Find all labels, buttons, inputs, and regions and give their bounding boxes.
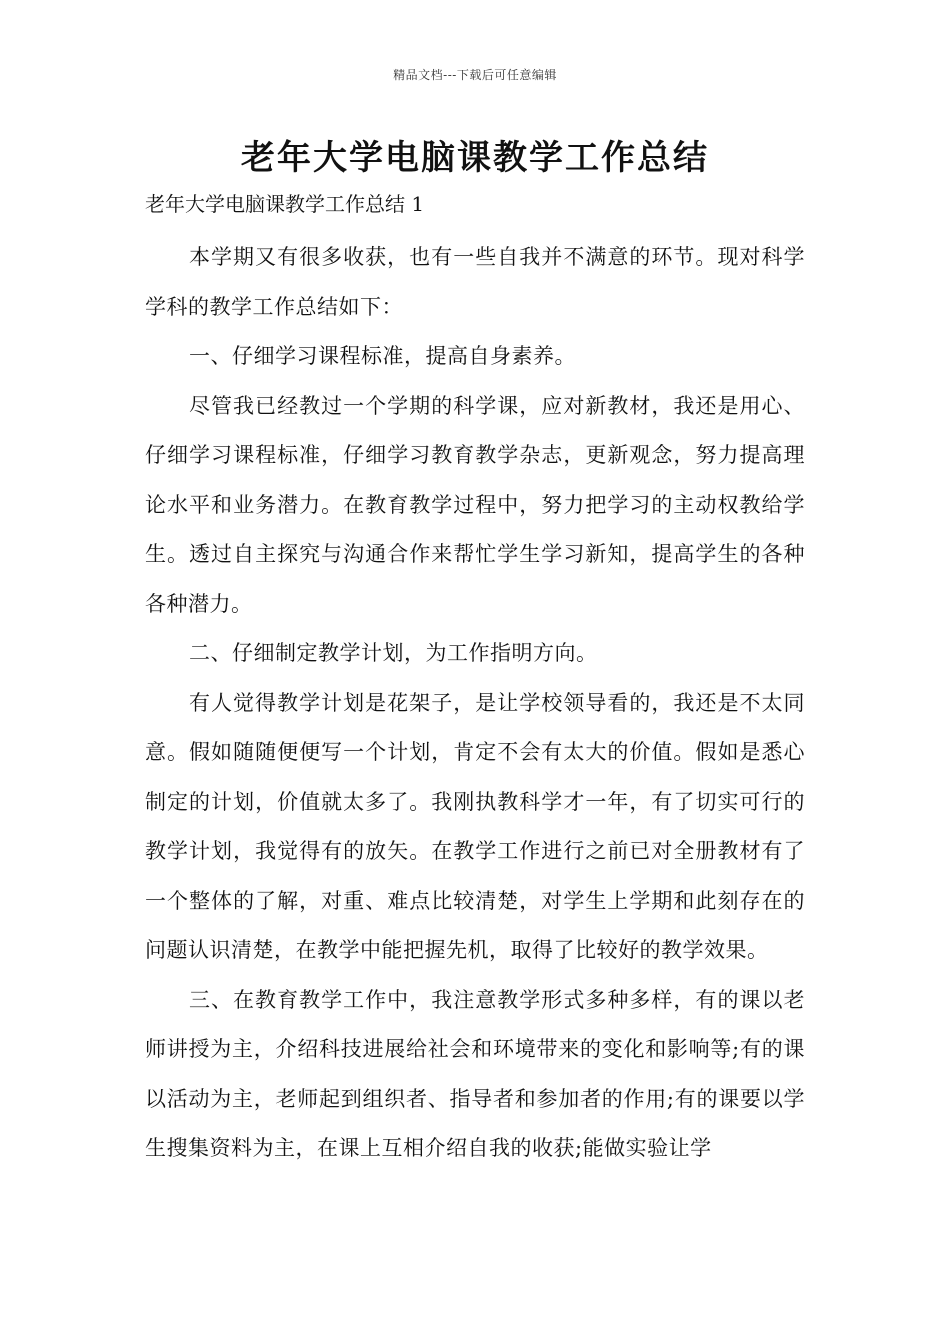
section-heading-1: 一、仔细学习课程标准，提高自身素养。 [189,344,576,368]
section-heading-2: 二、仔细制定教学计划，为工作指明方向。 [189,641,598,665]
paragraph-section-1: 尽管我已经教过一个学期的科学课，应对新教材，我还是用心、仔细学习课程标准，仔细学习教育教学杂志，更新观念，努力提高理论水平和业务潜力。在教育教学过程中，努力把学习的主动权教给学生。透过自主探究与沟通合作来帮忙学生学习新知，提高学生的各种各种潜力。 [145,393,805,616]
paragraph-intro: 本学期又有很多收获，也有一些自我并不满意的环节。现对科学学科的教学工作总结如下： [145,245,805,319]
document-body [145,233,805,1174]
paragraph-section-3: 三、在教育教学工作中，我注意教学形式多种多样，有的课以老师讲授为主，介绍科技进展给社会和环境带来的变化和影响等;有的课以活动为主，老师起到组织者、指导者和参加者的作用;有的课要以学生搜集资料为主，在课上互相介绍自我的收获;能做实验让学 [145,987,805,1160]
paragraph-section-2: 有人觉得教学计划是花架子，是让学校领导看的，我还是不太同意。假如随随便便写一个计划，肯定不会有太大的价值。假如是悉心制定的计划，价值就太多了。我刚执教科学才一年，有了切实可行的教学计划，我觉得有的放矢。在教学工作进行之前已对全册教材有了一个整体的了解，对重、难点比较清楚，对学生上学期和此刻存在的问题认识清楚，在教学中能把握先机，取得了比较好的教学效果。 [145,690,805,962]
document-title: 老年大学电脑课教学工作总结 [241,138,709,178]
document-subtitle: 老年大学电脑课教学工作总结 1 [145,192,425,216]
header-note: 精品文档---下载后可任意编辑 [393,68,557,82]
